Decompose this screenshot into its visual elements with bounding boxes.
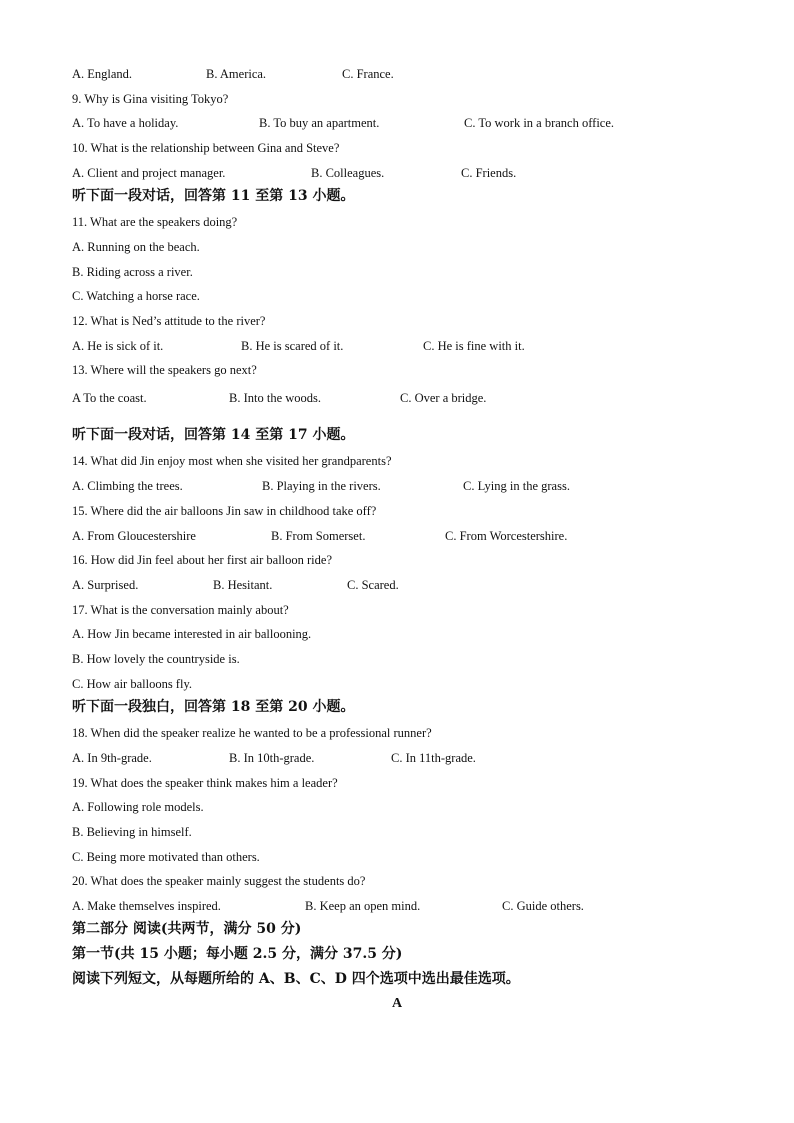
q17-option-c: C. How air balloons fly.	[72, 677, 193, 691]
q8-option-b: B. America.	[206, 67, 267, 81]
passage-label: A	[391, 996, 403, 1011]
q9-option-c: C. To work in a branch office.	[464, 116, 615, 130]
q13-question: 13. Where will the speakers go next?	[72, 363, 257, 377]
q10-option-b: B. Colleagues.	[311, 166, 385, 180]
q20-option-c: C. Guide others.	[502, 899, 584, 913]
q8-option-a: A. England.	[72, 67, 133, 81]
q15-option-c: C. From Worcestershire.	[445, 529, 568, 543]
section-heading-18-20: 听下面一段独白，回答第 18 至第 20 小题。	[72, 699, 355, 715]
q12-question: 12. What is Ned’s attitude to the river?	[72, 314, 266, 328]
q12-option-a: A. He is sick of it.	[72, 339, 164, 353]
q16-option-c: C. Scared.	[347, 578, 399, 592]
q18-option-b: B. In 10th-grade.	[229, 751, 315, 765]
q11-option-b: B. Riding across a river.	[72, 265, 193, 279]
q16-option-a: A. Surprised.	[72, 578, 139, 592]
q11-option-c: C. Watching a horse race.	[72, 289, 200, 303]
q10-option-c: C. Friends.	[461, 166, 517, 180]
q18-option-c: C. In 11th-grade.	[391, 751, 476, 765]
q16-question: 16. How did Jin feel about her first air balloon ride?	[72, 553, 332, 567]
q20-question: 20. What does the speaker mainly suggest the students do?	[72, 874, 366, 888]
q15-option-b: B. From Somerset.	[271, 529, 366, 543]
q20-option-a: A. Make themselves inspired.	[72, 899, 221, 913]
q11-question: 11. What are the speakers doing?	[72, 215, 238, 229]
q14-option-a: A. Climbing the trees.	[72, 479, 183, 493]
q17-option-a: A. How Jin became interested in air ballooning.	[72, 627, 312, 641]
q17-question: 17. What is the conversation mainly about?	[72, 603, 289, 617]
reading-instruction: 阅读下列短文，从每题所给的 A、B、C、D 四个选项中选出最佳选项。	[72, 971, 520, 987]
q19-option-b: B. Believing in himself.	[72, 825, 192, 839]
q9-question: 9. Why is Gina visiting Tokyo?	[72, 92, 229, 106]
q13-option-c: C. Over a bridge.	[400, 391, 487, 405]
q12-option-c: C. He is fine with it.	[423, 339, 525, 353]
section-heading-14-17: 听下面一段对话，回答第 14 至第 17 小题。	[72, 427, 355, 443]
section-heading-11-13: 听下面一段对话，回答第 11 至第 13 小题。	[72, 188, 355, 204]
q9-option-b: B. To buy an apartment.	[259, 116, 380, 130]
q19-question: 19. What does the speaker think makes him a leader?	[72, 776, 338, 790]
q14-option-b: B. Playing in the rivers.	[262, 479, 381, 493]
q9-option-a: A. To have a holiday.	[72, 116, 179, 130]
q12-option-b: B. He is scared of it.	[241, 339, 344, 353]
q18-option-a: A. In 9th-grade.	[72, 751, 152, 765]
q16-option-b: B. Hesitant.	[213, 578, 273, 592]
part2-title: 第二部分 阅读(共两节，满分 50 分)	[72, 921, 302, 937]
q18-question: 18. When did the speaker realize he wanted to be a professional runner?	[72, 726, 432, 740]
q15-question: 15. Where did the air balloons Jin saw in childhood take off?	[72, 504, 377, 518]
q19-option-a: A. Following role models.	[72, 800, 204, 814]
q10-option-a: A. Client and project manager.	[72, 166, 226, 180]
q13-option-b: B. Into the woods.	[229, 391, 322, 405]
q14-question: 14. What did Jin enjoy most when she visited her grandparents?	[72, 454, 392, 468]
q14-option-c: C. Lying in the grass.	[463, 479, 570, 493]
q15-option-a: A. From Gloucestershire	[72, 529, 196, 543]
q19-option-c: C. Being more motivated than others.	[72, 850, 260, 864]
q17-option-b: B. How lovely the countryside is.	[72, 652, 240, 666]
section1-title: 第一节(共 15 小题；每小题 2.5 分，满分 37.5 分)	[72, 946, 403, 962]
q8-option-c: C. France.	[342, 67, 394, 81]
q10-question: 10. What is the relationship between Gina and Steve?	[72, 141, 340, 155]
q20-option-b: B. Keep an open mind.	[305, 899, 421, 913]
q11-option-a: A. Running on the beach.	[72, 240, 200, 254]
q13-option-a: A To the coast.	[72, 391, 147, 405]
